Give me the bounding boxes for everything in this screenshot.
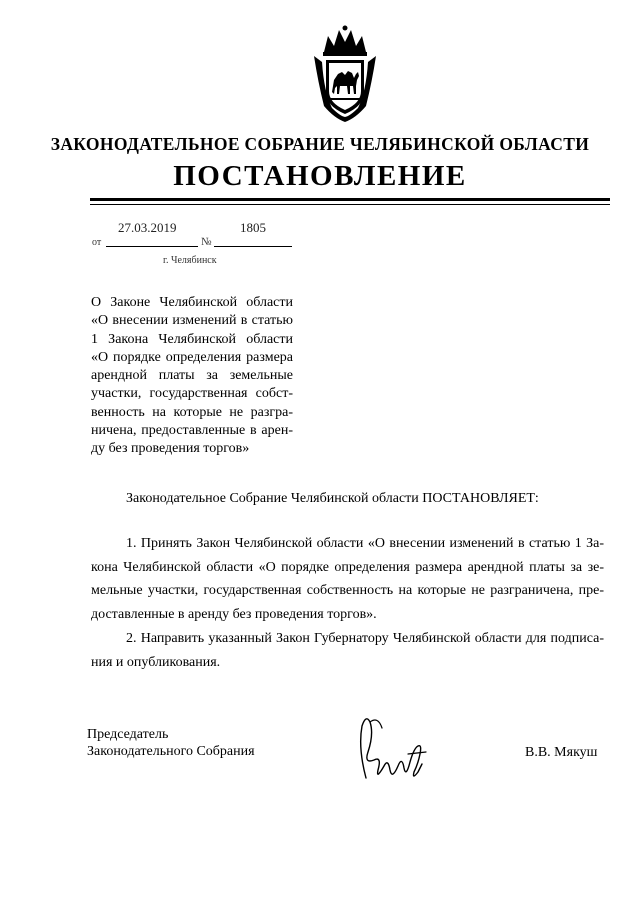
document-type-title: ПОСТАНОВЛЕНИЕ xyxy=(173,160,467,192)
header-rule-thick xyxy=(90,198,610,201)
subject-line: «О внесении изменений в статью xyxy=(91,313,293,329)
signatory-title-line2: Законодательного Собрания xyxy=(87,744,255,759)
subject-line: ничена, предоставленные в арен- xyxy=(91,423,293,439)
city-label: г. Челябинск xyxy=(163,255,217,266)
document-date: 27.03.2019 xyxy=(118,220,177,235)
point-2-line: ния и опубликования. xyxy=(91,654,221,670)
point-1-line: 1. Принять Закон Челябинской области «О внесении изменений в статью 1 За- xyxy=(126,536,604,551)
coat-of-arms-icon xyxy=(310,22,380,126)
resolution-points xyxy=(91,532,604,674)
header-rule-thin xyxy=(90,204,610,205)
point-2-line: 2. Направить указанный Закон Губернатору Челябинской области для подписа- xyxy=(126,630,604,646)
handwritten-signature-icon xyxy=(348,708,438,788)
signatory-title-line1: Председатель xyxy=(87,727,169,742)
subject-line: «О порядке определения размера xyxy=(91,349,293,365)
subject-line: О Законе Челябинской области xyxy=(91,295,293,310)
organization-title: ЗАКОНОДАТЕЛЬНОЕ СОБРАНИЕ ЧЕЛЯБИНСКОЙ ОБЛАСТИ xyxy=(50,134,590,154)
number-underline xyxy=(214,246,292,247)
number-label: № xyxy=(201,236,212,248)
date-label: от xyxy=(92,237,102,248)
date-underline xyxy=(106,246,198,247)
point-1-line: кона Челябинской области «О порядке определения размера арендной платы за зе- xyxy=(91,559,604,575)
subject-line: 1 Закона Челябинской области xyxy=(91,331,293,347)
subject-line: участки, государственная собст- xyxy=(91,386,293,402)
point-1-line: мельные участки, государственная собственность на которые не разграничена, пре- xyxy=(91,583,604,599)
signatory-name: В.В. Мякуш xyxy=(525,745,598,760)
resolution-preamble: Законодательное Собрание Челябинской области ПОСТАНОВЛЯЕТ: xyxy=(126,491,539,506)
document-subject xyxy=(91,294,293,459)
document-number: 1805 xyxy=(240,220,266,235)
subject-line: арендной платы за земельные xyxy=(91,368,293,384)
subject-line: венность на которые не разгра- xyxy=(91,404,293,420)
subject-line: ду без проведения торгов» xyxy=(91,441,250,457)
point-1-line: доставленные в аренду без проведения торгов». xyxy=(91,607,377,623)
